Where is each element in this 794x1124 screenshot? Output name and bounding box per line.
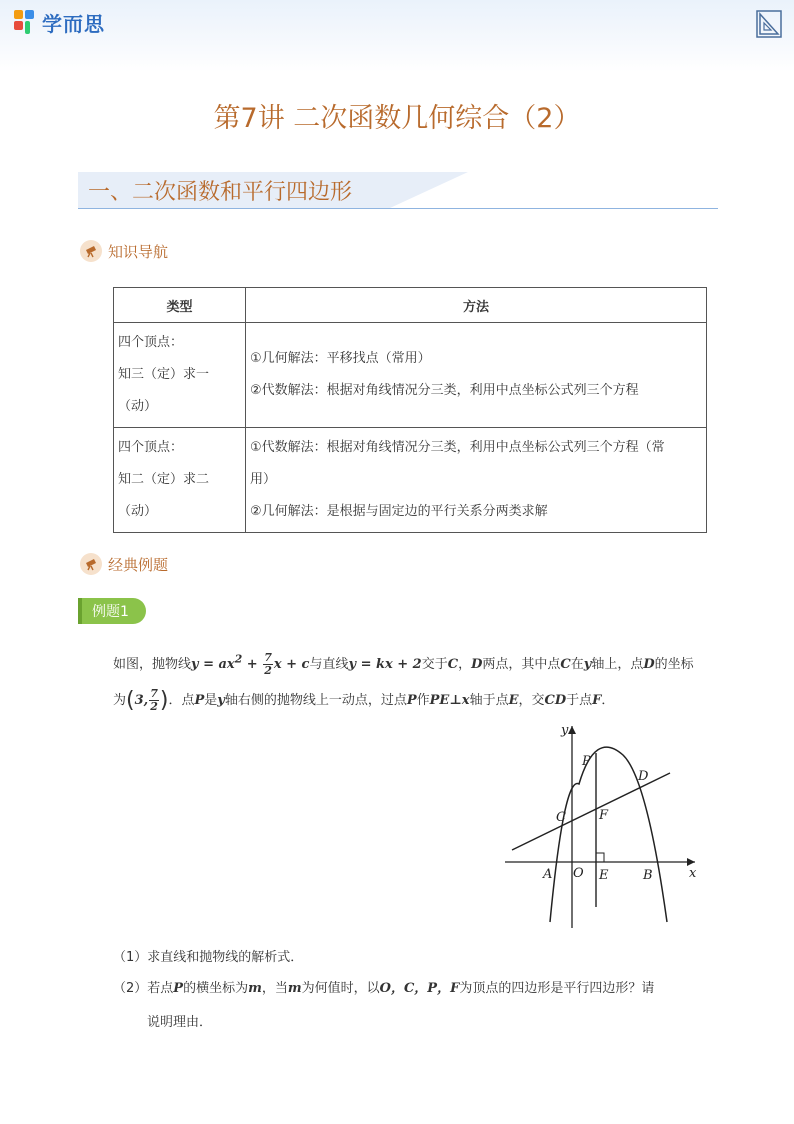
math: x + c [273, 657, 310, 672]
problem-text: ． [601, 693, 615, 708]
x-axis-arrow [687, 858, 695, 866]
math: D [471, 657, 483, 672]
examples-heading [80, 552, 168, 576]
cell-line: 四个顶点： [118, 440, 184, 455]
math: F [592, 693, 602, 708]
math: PE [429, 693, 450, 708]
problem-text: 两点，其中点 [482, 657, 561, 672]
question-text: 为顶点的四边形是平行四边形？请 [459, 981, 655, 996]
table-header-method: 方法 [246, 288, 707, 323]
ruler-triangle-icon [756, 10, 782, 38]
cell-line: ①代数解法：根据对角线情况分三类，利用中点坐标公式列三个方程（常 [250, 440, 665, 455]
problem-text: 轴右侧的抛物线上一动点，过点 [224, 693, 407, 708]
problem-text: 如图，抛物线 [113, 657, 192, 672]
math: y = ax [191, 657, 235, 672]
label-c: C [556, 810, 566, 825]
problem-text: ， [458, 657, 472, 672]
section-heading [78, 172, 718, 210]
cell-line: 知三（定）求一 [118, 367, 210, 382]
problem-line-2 [113, 688, 614, 713]
label-e: E [599, 868, 609, 883]
telescope-icon [80, 553, 102, 575]
math: y = kx + 2 [348, 657, 422, 672]
problem-text: 是 [204, 693, 218, 708]
math: D [643, 657, 655, 672]
table-cell-type [114, 428, 246, 533]
fraction-num: 7 [150, 687, 158, 700]
label-o: O [573, 866, 584, 881]
label-p: P [582, 754, 591, 769]
problem-line-1 [113, 652, 694, 677]
problem-text: 交于 [421, 657, 448, 672]
paren: ) [159, 688, 169, 713]
math: m [287, 981, 302, 996]
header-band [0, 0, 794, 72]
telescope-icon [80, 240, 102, 262]
problem-text: 在 [570, 657, 584, 672]
problem-text: ．点 [168, 693, 195, 708]
question-text: 为何值时，以 [301, 981, 380, 996]
problem-text: ，交 [518, 693, 545, 708]
example-tag [78, 598, 146, 624]
question-1: （1）求直线和抛物线的解析式． [113, 950, 304, 965]
table-row [114, 428, 707, 533]
problem-text: 轴于点 [469, 693, 509, 708]
math: y [217, 693, 225, 708]
table-row [114, 323, 707, 428]
math-eq1 [191, 652, 263, 672]
right-angle-mark [596, 853, 604, 862]
math: x [461, 693, 470, 708]
brand-logo-mark-icon [14, 10, 38, 34]
knowledge-heading-text: 知识导航 [108, 242, 169, 261]
math: CD [544, 693, 567, 708]
math: E [508, 693, 519, 708]
math: O，C，P，F [379, 981, 460, 996]
cell-line: （动） [118, 399, 158, 414]
cell-line: 用） [250, 472, 277, 487]
label-a: A [543, 867, 553, 882]
question-text: 的横坐标为 [183, 981, 249, 996]
cell-line: ②代数解法：根据对角线情况分三类，利用中点坐标公式列三个方程 [250, 383, 639, 398]
math: C [447, 657, 459, 672]
math-sup: 2 [234, 652, 243, 666]
knowledge-table [113, 287, 707, 533]
math: P [173, 981, 184, 996]
math: y [583, 657, 592, 672]
question-text: ，当 [261, 981, 288, 996]
example-tag-text: 例题1 [92, 604, 129, 620]
page-title: 第7讲 二次函数几何综合（2） [213, 103, 581, 134]
problem-text: 作 [416, 693, 430, 708]
label-y: y [561, 723, 569, 738]
fraction-den: 2 [264, 664, 272, 677]
question-2-cont: 说明理由． [147, 1015, 213, 1030]
math: m [248, 981, 262, 996]
table-header-row [114, 288, 707, 323]
label-b: B [643, 868, 653, 883]
problem-text: 的坐标 [654, 657, 694, 672]
label-d: D [638, 769, 649, 784]
table-cell-method [246, 428, 707, 533]
math: + [242, 657, 263, 672]
math: 3 [134, 693, 144, 708]
cell-line: ②几何解法：是根据与固定边的平行关系分两类求解 [250, 504, 548, 519]
problem-text: 与直线 [309, 657, 349, 672]
paren: ( [126, 688, 135, 713]
fraction-num: 7 [264, 651, 272, 664]
cell-line: （动） [118, 504, 158, 519]
math: , [143, 693, 149, 708]
problem-text: 为 [113, 693, 127, 708]
brand-name: 学而思 [42, 11, 105, 36]
cell-line: 四个顶点： [118, 335, 184, 350]
question-2 [113, 977, 654, 996]
fraction [263, 652, 273, 677]
math: P [406, 693, 417, 708]
table-cell-method [246, 323, 707, 428]
question-text: （2）若点 [113, 981, 174, 996]
problem-text: 于点 [566, 693, 593, 708]
label-f: F [599, 808, 609, 823]
y-axis-arrow [568, 726, 576, 734]
label-x: x [689, 866, 697, 881]
section-heading-text: 一、二次函数和平行四边形 [88, 180, 353, 205]
parabola-curve [550, 747, 667, 922]
math: ⊥ [449, 693, 462, 708]
brand-logo[interactable] [14, 8, 105, 36]
problem-figure [505, 720, 705, 930]
problem-text: 轴上，点 [591, 657, 644, 672]
math: C [560, 657, 571, 672]
math: P [194, 693, 205, 708]
table-cell-type [114, 323, 246, 428]
fraction [149, 688, 159, 713]
examples-heading-text: 经典例题 [108, 555, 169, 574]
cell-line: 知二（定）求二 [118, 472, 210, 487]
knowledge-heading [80, 239, 168, 263]
fraction-den: 2 [150, 700, 158, 713]
table-header-type: 类型 [114, 288, 246, 323]
cell-line: ①几何解法：平移找点（常用） [250, 351, 431, 366]
